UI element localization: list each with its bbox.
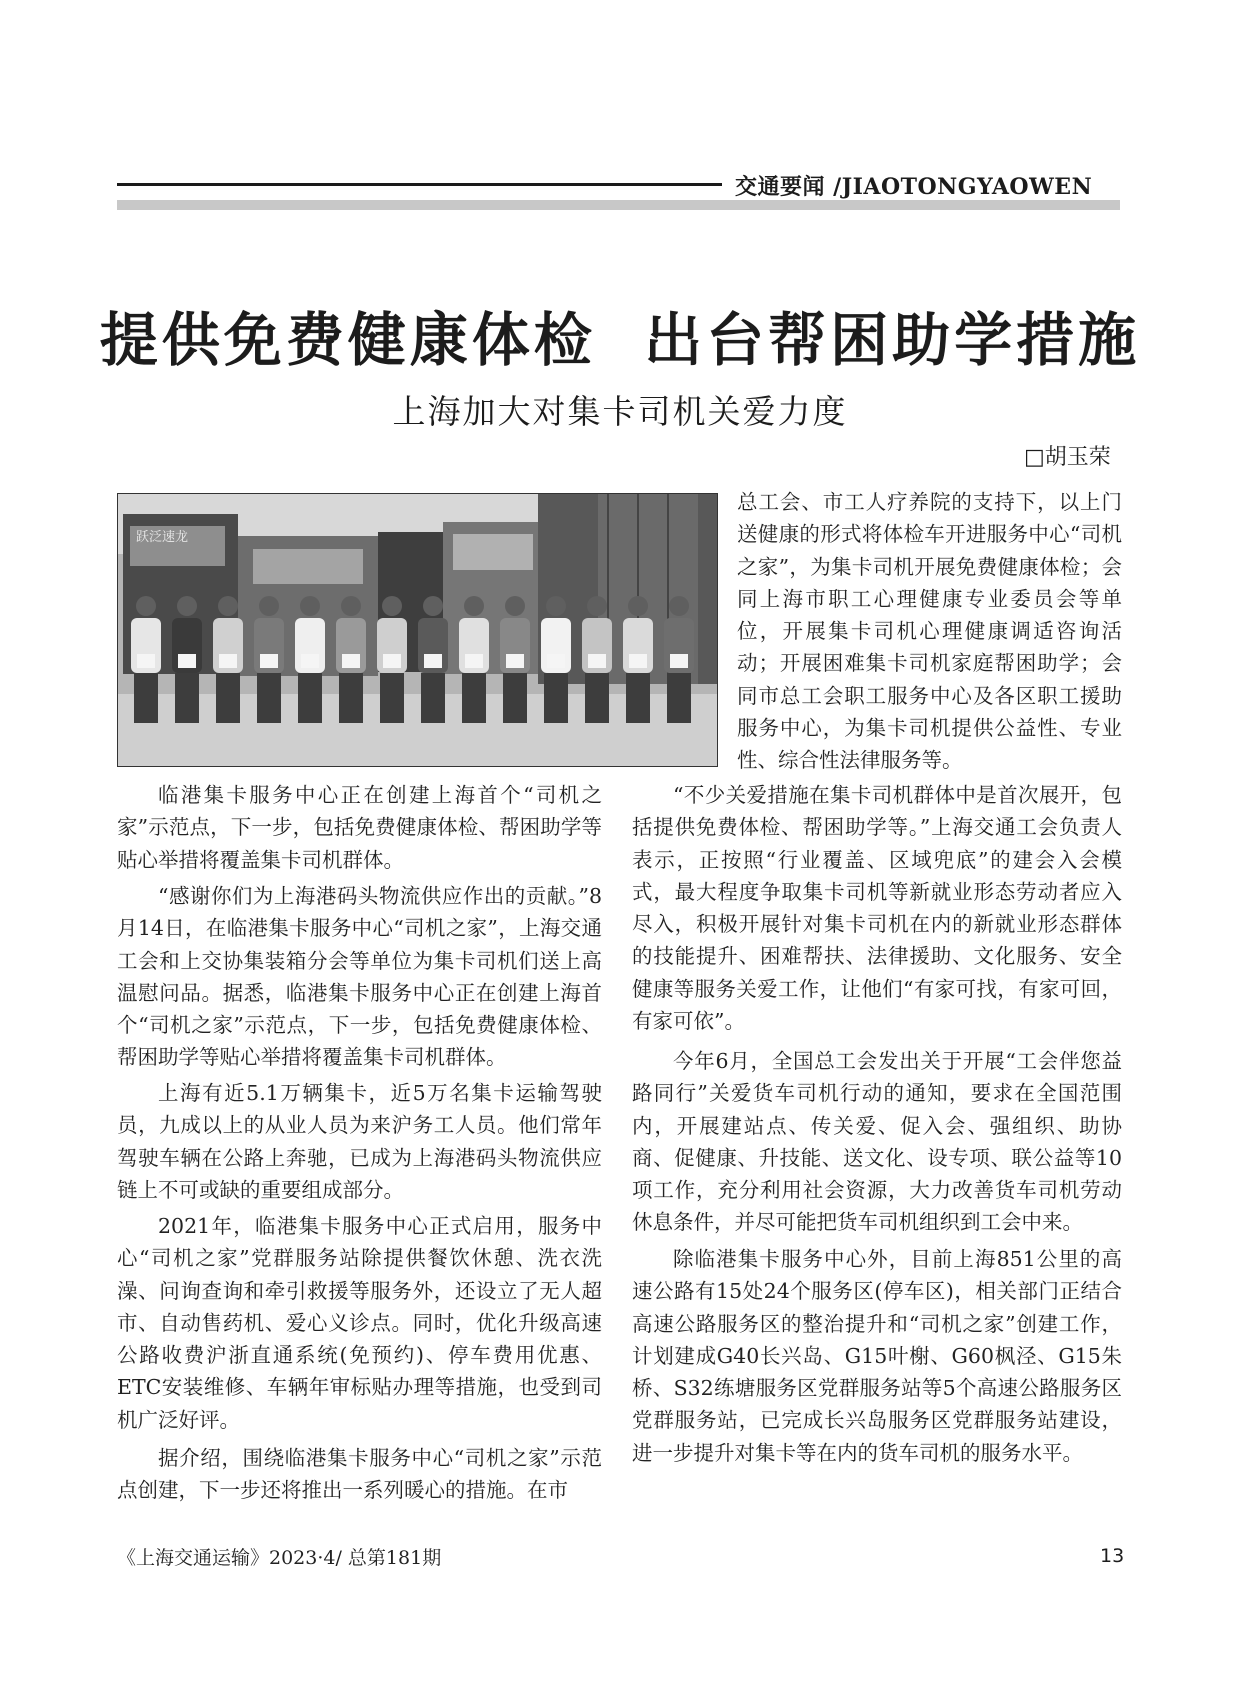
- paragraph-highway: 除临港集卡服务中心外，目前上海851公里的高速公路有15处24个服务区(停车区)，相关部门正结合高速公路服务区的整治提升和“司机之家”创建工作，计划建成G40长兴岛、G15叶榭、G60枫泾、G15朱桥、S32练塘服务区党群服务站等5个高速公路服务区党群服务站，已完成长兴岛服务区党群服务站建设，进一步提升对集卡等在内的货车司机的服务水平。: [632, 1247, 1122, 1465]
- journal-footer: 《上海交通运输》2023·4/ 总第181期: [117, 1547, 442, 1569]
- section-label: 交通要闻 /JIAOTONGYAOWEN: [735, 174, 1093, 200]
- paragraph-intro: 临港集卡服务中心正在创建上海首个“司机之家”示范点，下一步，包括免费健康体检、帮困助学等贴心举措将覆盖集卡司机群体。: [117, 783, 602, 872]
- article-continuation: 总工会、市工人疗养院的支持下，以上门送健康的形式将体检车开进服务中心“司机之家”，为集卡司机开展免费健康体检；会同上海市职工心理健康专业委员会等单位，开展集卡司机心理健康调适咨询活动；开展困难集卡司机家庭帮困助学；会同市总工会职工服务中心及各区职工援助服务中心，为集卡司机提供公益性、专业性、综合性法律服务等。: [737, 490, 1122, 773]
- paragraph-stats: 上海有近5.1万辆集卡，近5万名集卡运输驾驶员，九成以上的从业人员为来沪务工人员。他们常年驾驶车辆在公路上奔驰，已成为上海港码头物流供应链上不可或缺的重要组成部分。: [117, 1081, 602, 1202]
- paragraph-june: 今年6月，全国总工会发出关于开展“工会伴您益路同行”关爱货车司机行动的通知，要求在全国范围内，开展建站点、传关爱、促入会、强组织、助协商、促健康、升技能、送文化、设专项、联公益等10项工作，充分利用社会资源，大力改善货车司机劳动休息条件，并尽可能把货车司机组织到工会中来。: [632, 1049, 1122, 1235]
- paragraph-union: “不少关爱措施在集卡司机群体中是首次展开，包括提供免费体检、帮困助学等。”上海交通工会负责人表示，正按照“行业覆盖、区域兜底”的建会入会模式，最大程度争取集卡司机等新就业形态劳动者应入尽入，积极开展针对集卡司机在内的新就业形态群体的技能提升、困难帮扶、法律援助、文化服务、安全健康等服务关爱工作，让他们“有家可找，有家可回，有家可依”。: [632, 783, 1122, 1034]
- article-author: □胡玉荣: [1024, 445, 1111, 470]
- paragraph-2021: 2021年，临港集卡服务中心正式启用，服务中心“司机之家”党群服务站除提供餐饮休憩、洗衣洗澡、问询查询和牵引救援等服务外，还设立了无人超市、自动售药机、爱心义诊点。同时，优化升级高速公路收费沪浙直通系统(免预约)、停车费用优惠、ETC安装维修、车辆年审标贴办理等措施，也受到司机广泛好评。: [117, 1214, 602, 1432]
- article-title: 提供免费健康体检 出台帮困助学措施: [99, 306, 1141, 374]
- header-band: [117, 200, 1120, 210]
- page-number: 13: [1100, 1545, 1125, 1567]
- article-subtitle: 上海加大对集卡司机关爱力度: [392, 392, 848, 431]
- paragraph-thanks: “感谢你们为上海港码头物流供应作出的贡献。”8月14日，在临港集卡服务中心“司机之家”，上海交通工会和上交协集装箱分会等单位为集卡司机们送上高温慰问品。据悉，临港集卡服务中心正在创建上海首个“司机之家”示范点，下一步，包括免费健康体检、帮困助学等贴心举措将覆盖集卡司机群体。: [117, 884, 602, 1070]
- group-photo: [117, 493, 718, 767]
- header-rule: [117, 183, 722, 186]
- truck-logo-text: 跃泛速龙: [136, 530, 189, 545]
- paragraph-measures: 据介绍，围绕临港集卡服务中心“司机之家”示范点创建，下一步还将推出一系列暖心的措施。在市: [117, 1446, 602, 1503]
